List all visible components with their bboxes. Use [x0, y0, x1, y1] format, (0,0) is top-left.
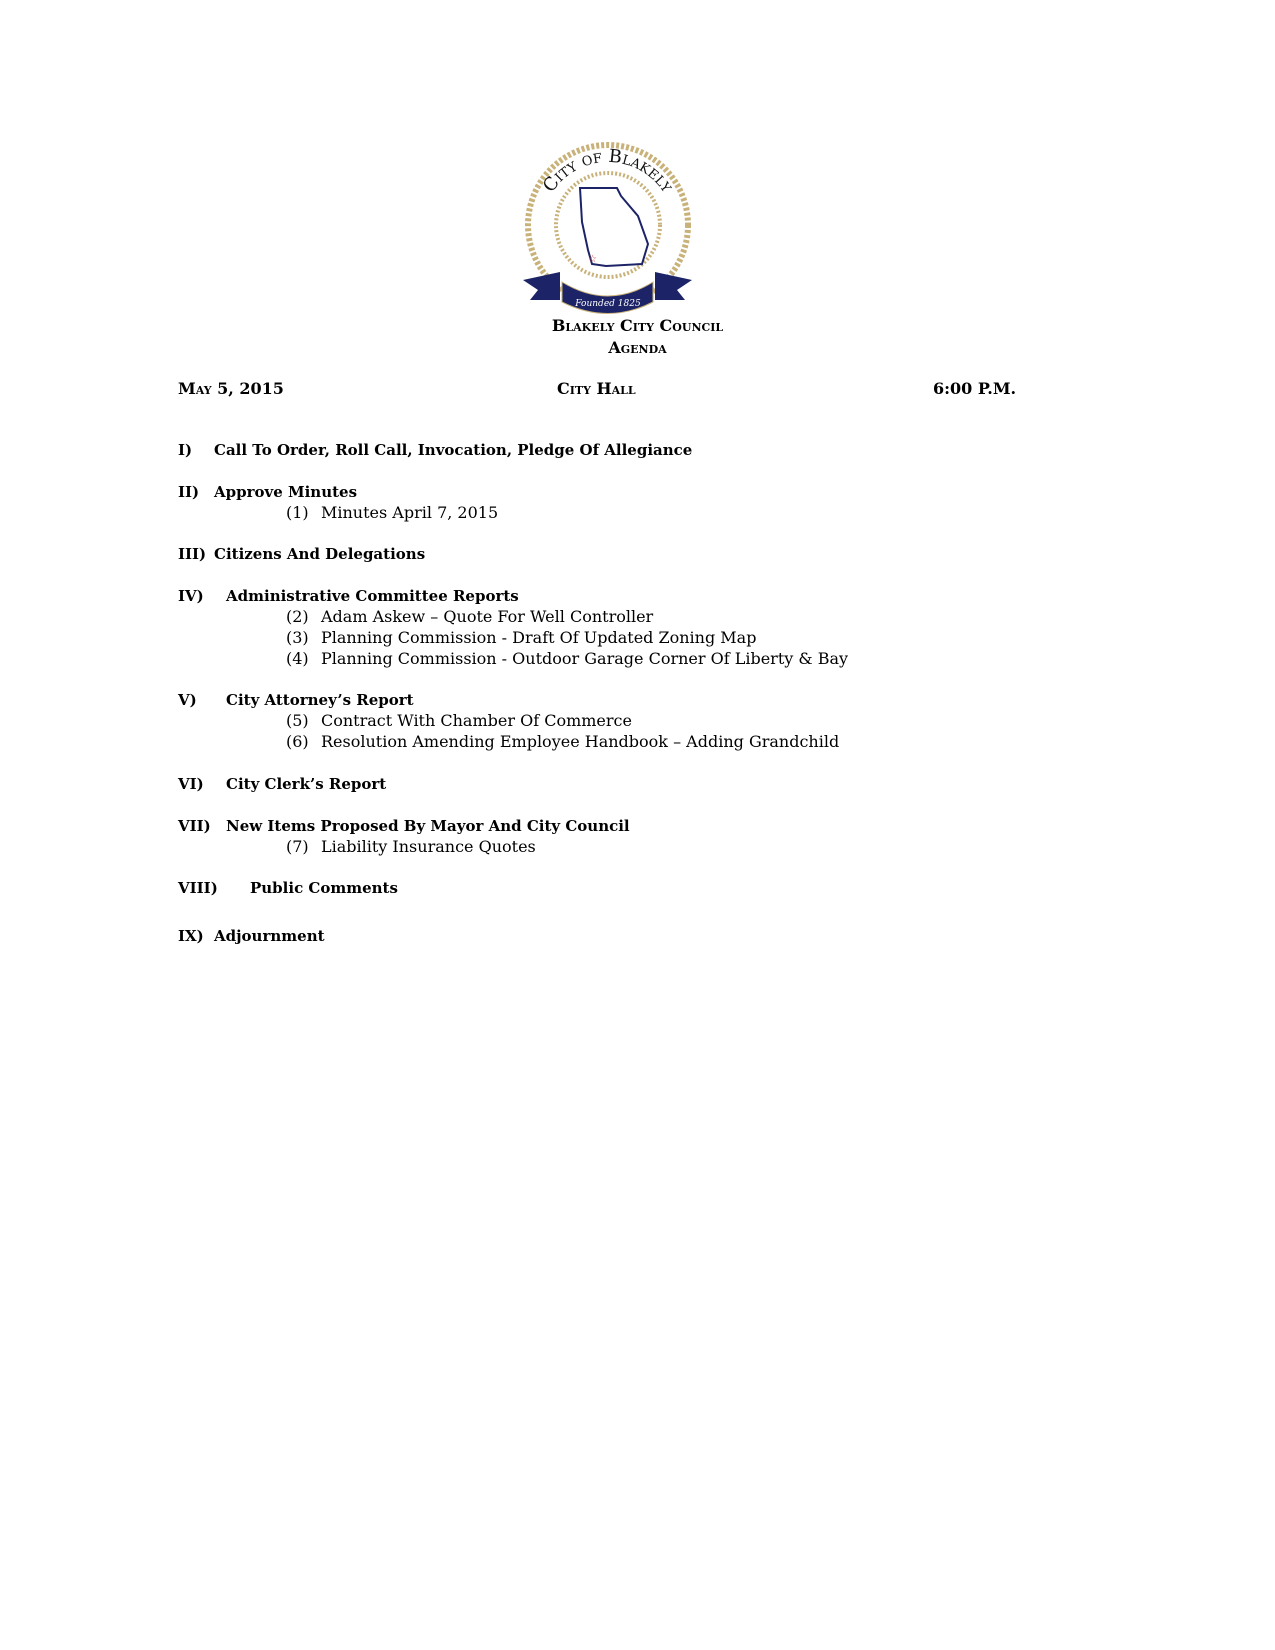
item-number: (6)	[286, 732, 309, 751]
section-title: New Items Proposed By Mayor And City Council	[226, 817, 630, 835]
item-number: (2)	[286, 607, 309, 626]
council-title: Blakely City Council	[551, 316, 724, 335]
item-text: Resolution Amending Employee Handbook – Adding Grandchild	[321, 732, 840, 751]
section-title: City Attorney’s Report	[226, 691, 414, 709]
item-text: Planning Commission - Draft Of Updated Zoning Map	[321, 628, 757, 647]
item-text: Planning Commission - Outdoor Garage Corner Of Liberty & Bay	[321, 649, 849, 668]
section-numeral: I)	[178, 441, 193, 459]
item-number: (1)	[286, 503, 309, 522]
item-number: (4)	[286, 649, 309, 668]
city-seal-logo	[520, 140, 695, 320]
item-number: (7)	[286, 837, 309, 856]
section-numeral: IX)	[178, 927, 204, 945]
section-title: City Clerk’s Report	[226, 775, 387, 793]
item-text: Adam Askew – Quote For Well Controller	[321, 607, 654, 626]
meeting-location: City Hall	[557, 379, 636, 398]
section-numeral: VIII)	[178, 879, 218, 897]
section-title: Call To Order, Roll Call, Invocation, Pledge Of Allegiance	[214, 441, 693, 459]
star-icon: ☆	[588, 254, 597, 265]
section-numeral: V)	[178, 691, 197, 709]
item-text: Liability Insurance Quotes	[321, 837, 536, 856]
section-numeral: II)	[178, 483, 200, 501]
meeting-time: 6:00 P.M.	[933, 379, 1017, 398]
section-numeral: IV)	[178, 587, 204, 605]
section-numeral: VII)	[178, 817, 211, 835]
meeting-date: May 5, 2015	[178, 379, 284, 398]
section-title: Public Comments	[250, 879, 398, 897]
svg-text:Founded 1825: Founded 1825	[575, 299, 641, 309]
section-title: Adjournment	[214, 927, 325, 945]
section-title: Approve Minutes	[214, 483, 358, 501]
item-number: (3)	[286, 628, 309, 647]
section-title: Citizens And Delegations	[214, 545, 426, 563]
agenda-subtitle: Agenda	[608, 338, 667, 357]
item-number: (5)	[286, 711, 309, 730]
section-numeral: VI)	[178, 775, 204, 793]
svg-text:City of Blakely: City of Blakely	[538, 145, 678, 197]
item-text: Contract With Chamber Of Commerce	[321, 711, 632, 730]
section-title: Administrative Committee Reports	[226, 587, 519, 605]
section-numeral: III)	[178, 545, 207, 563]
item-text: Minutes April 7, 2015	[321, 503, 499, 522]
